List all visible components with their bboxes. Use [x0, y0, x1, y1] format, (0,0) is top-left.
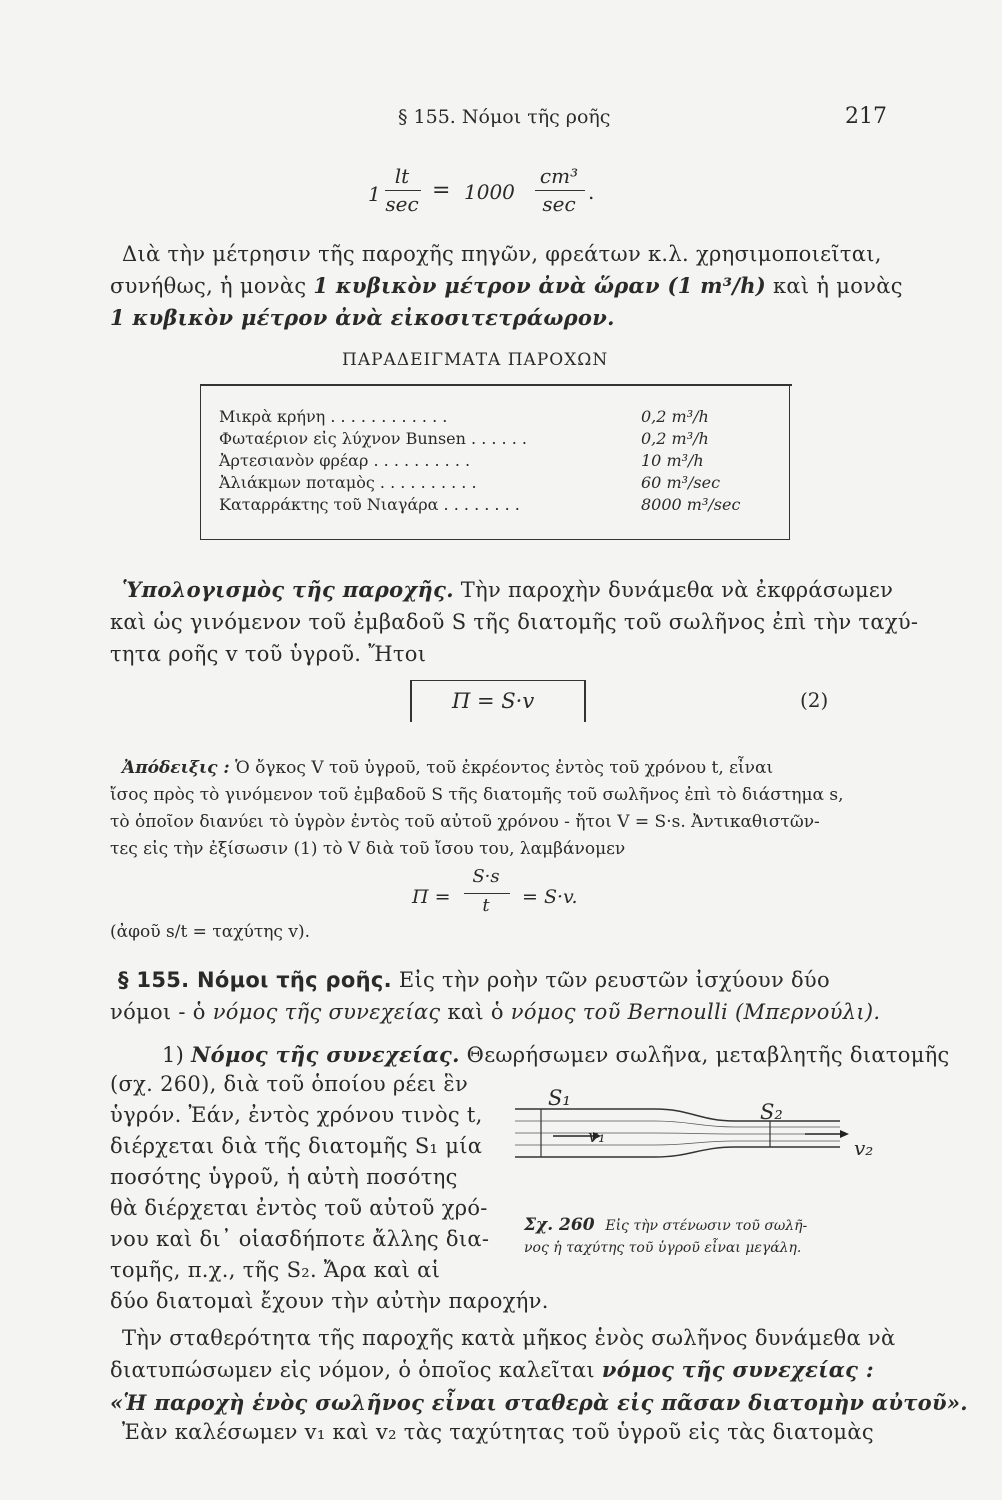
row-label: Φωταέριον εἰς λύχνον Bunsen . . . . . . [219, 429, 527, 448]
proof-formula-rhs: = S·v. [522, 886, 578, 908]
law-name: νόμος τῆς συνεχείας : [601, 1357, 874, 1382]
row-label: Μικρὰ κρήνη . . . . . . . . . . . . [219, 407, 448, 426]
table-row [201, 473, 761, 495]
formula-equals: = [432, 178, 451, 203]
row-value: 0,2 m³/h [641, 407, 709, 426]
examples-title: ΠΑΡΑΔΕΙΓΜΑΤΑ ΠΑΡΟΧΩΝ [342, 350, 609, 370]
figure-caption-line1 [524, 1215, 807, 1235]
continuity-line2: (σχ. 260), διὰ τοῦ ὁποίου ρέει ἓν [110, 1072, 469, 1096]
para1-line2 [110, 273, 903, 298]
calc-line1 [122, 577, 893, 602]
formula-dot: . [588, 180, 595, 204]
calc-heading: Ὑπολογισμὸς τῆς παροχῆς. [122, 577, 454, 602]
continuity-line8: τομῆς, π.χ., τῆς S₂. Ἄρα καὶ αἱ [110, 1258, 441, 1282]
row-label: Ἀλιάκμων ποταμὸς . . . . . . . . . . [219, 473, 477, 492]
calc-line2: καὶ ὡς γινόμενον τοῦ ἐμβαδοῦ S τῆς διατομῆς τοῦ σωλῆνος ἐπὶ τὴν ταχύ- [110, 610, 919, 634]
proof-formula-den: t [482, 895, 490, 916]
label-v1: v₁ [588, 1126, 606, 1147]
label-s1: S₁ [548, 1086, 571, 1110]
text-span: συνήθως, ἡ μονὰς [110, 274, 314, 298]
proof-formula-lhs: Π = [412, 886, 451, 908]
section-line2 [110, 1000, 880, 1024]
continuity-line1 [162, 1042, 950, 1067]
text-span: νόμοι - ὁ [110, 1000, 213, 1024]
formula-lt: lt [394, 164, 410, 188]
continuity-line5: ποσότης ὑγροῦ, ἡ αὐτὴ ποσότης [110, 1165, 458, 1189]
text-span: καὶ ἡ μονὰς [766, 274, 903, 298]
formula-cm3: cm³ [539, 164, 579, 188]
fraction-bar [535, 190, 585, 191]
section-line1 [118, 968, 830, 992]
italic-span: νόμος τοῦ Bernoulli (Μπερνούλι). [510, 1000, 881, 1024]
proof-line2: ἴσος πρὸς τὸ γινόμενον τοῦ ἐμβαδοῦ S τῆς διατομῆς τοῦ σωλῆνος ἐπὶ τὸ διάστημα s, [110, 785, 844, 805]
row-value: 0,2 m³/h [641, 429, 709, 448]
text-span: Εἰς τὴν ροὴν τῶν ρευστῶν ἰσχύουν δύο [391, 968, 830, 992]
row-value: 60 m³/sec [641, 473, 721, 492]
law-line1: Τὴν σταθερότητα τῆς παροχῆς κατὰ μῆκος ἑνὸς σωλῆνος δυνάμεθα νὰ [122, 1326, 896, 1350]
figure-caption-line2: νος ἡ ταχύτης τοῦ ὑγροῦ εἶναι μεγάλη. [524, 1240, 802, 1256]
para1-line3: 1 κυβικὸν μέτρον ἀνὰ εἰκοσιτετράωρον. [110, 305, 615, 330]
table-row [201, 495, 761, 517]
table-row [201, 407, 761, 429]
italic-span: νόμος τῆς συνεχείας [212, 1000, 441, 1024]
fraction-bar [464, 893, 510, 894]
flow-lines [515, 1121, 840, 1145]
row-value: 8000 m³/sec [641, 495, 741, 514]
label-s2: S₂ [760, 1100, 783, 1124]
formula-one: 1 [368, 182, 381, 206]
bold-italic-span: 1 κυβικὸν μέτρον ἀνὰ ὥραν (1 m³/h) [313, 273, 767, 298]
proof-line3: τὸ ὁποῖον διανύει τὸ ὑγρὸν ἐντὸς τοῦ αὐτοῦ χρόνου - ἤτοι V = S·s. Ἀντικαθιστῶν- [110, 812, 820, 832]
formula-1000: 1000 [464, 180, 515, 204]
law-line2 [110, 1357, 874, 1382]
proof-formula-num: S·s [472, 866, 500, 887]
fraction-bar [385, 190, 421, 191]
row-label: Καταρράκτης τοῦ Νιαγάρα . . . . . . . . [219, 495, 520, 514]
law-line4: Ἐὰν καλέσωμεν v₁ καὶ v₂ τὰς ταχύτητας τοῦ ὑγροῦ εἰς τὰς διατομὰς [122, 1420, 874, 1444]
caption-text: Εἰς τὴν στένωσιν τοῦ σωλῆ- [605, 1218, 808, 1234]
page-number: 217 [845, 104, 887, 129]
text-span: Ὁ ὄγκος V τοῦ ὑγροῦ, τοῦ ἐκρέοντος ἐντὸς τοῦ χρόνου t, εἶναι [229, 758, 774, 778]
text-span: διατυπώσωμεν εἰς νόμον, ὁ ὁποῖος καλεῖται [110, 1358, 602, 1382]
table-top-border [200, 384, 792, 386]
formula-sec: sec [385, 192, 419, 216]
proof-line1 [122, 758, 773, 778]
row-label: Ἀρτεσιανὸν φρέαρ . . . . . . . . . . [219, 451, 471, 470]
continuity-line3: ὑγρόν. Ἐάν, ἐντὸς χρόνου τινὸς t, [110, 1103, 483, 1127]
continuity-heading: Νόμος τῆς συνεχείας. [191, 1042, 460, 1067]
proof-note: (ἀφοῦ s/t = ταχύτης v). [110, 922, 310, 942]
proof-line4: τες εἰς τὴν ἐξίσωσιν (1) τὸ V διὰ τοῦ ἴσου του, λαμβάνομεν [110, 839, 626, 859]
formula-sec2: sec [542, 192, 576, 216]
equation-number: (2) [800, 688, 829, 712]
continuity-line7: νου καὶ δι᾽ οἱασδήποτε ἄλλης δια- [110, 1227, 490, 1251]
section-heading: § 155. Νόμοι τῆς ροῆς. [118, 968, 392, 992]
continuity-line4: διέρχεται διὰ τῆς διατομῆς S₁ μία [110, 1134, 483, 1158]
arrow-v2-head [840, 1130, 849, 1138]
para1-line1: Διὰ τὴν μέτρησιν τῆς παροχῆς πηγῶν, φρεάτων κ.λ. χρησιμοποιεῖται, [122, 242, 882, 266]
examples-table [200, 384, 790, 540]
row-value: 10 m³/h [641, 451, 704, 470]
caption-number: Σχ. 260 [524, 1215, 595, 1235]
running-title: § 155. Νόμοι τῆς ροῆς [398, 106, 611, 128]
calc-line3: τητα ροῆς v τοῦ ὑγροῦ. Ἤτοι [110, 642, 427, 666]
formula-pi-sv: Π = S·v [452, 689, 535, 713]
table-row [201, 451, 761, 473]
text-span: Θεωρήσωμεν σωλῆνα, μεταβλητῆς διατομῆς [459, 1043, 950, 1067]
text-span: Τὴν παροχὴν δυνάμεθα νὰ ἐκφράσωμεν [453, 578, 894, 602]
continuity-line6: θὰ διέρχεται ἐντὸς τοῦ αὐτοῦ χρό- [110, 1196, 488, 1220]
formula-box [410, 680, 586, 722]
label-v2: v₂ [854, 1136, 874, 1160]
text-span: 1) [162, 1043, 192, 1067]
continuity-line9: δύο διατομαὶ ἔχουν τὴν αὐτὴν παροχήν. [110, 1289, 549, 1313]
proof-heading: Ἀπόδειξις : [122, 758, 230, 778]
law-statement: «Ἡ παροχὴ ἑνὸς σωλῆνος εἶναι σταθερὰ εἰς πᾶσαν διατομὴν αὐτοῦ». [110, 1390, 968, 1415]
text-span: καὶ ὁ [440, 1000, 511, 1024]
table-row [201, 429, 761, 451]
